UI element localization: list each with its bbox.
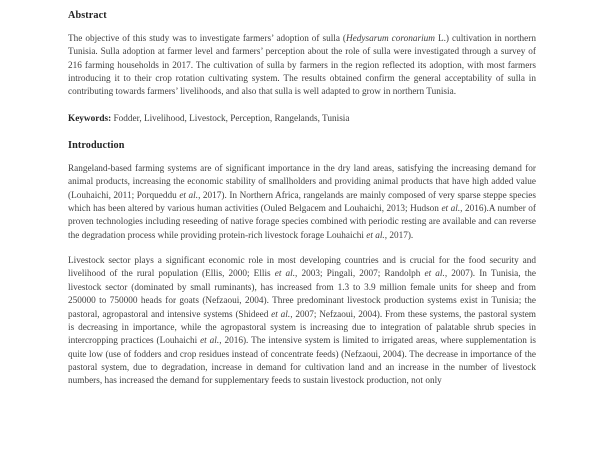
introduction-paragraph-2	[68, 255, 536, 388]
intro-p2-etal-4: et al.	[200, 336, 220, 347]
intro-p2-part-3: , 2007). In Tunisia, the livestock sector (dominated by small ruminants), has increased from 1.3 to 3.9 million female units for sheep and from 250000 to 750000 heads for goats (Nefzaoui, 2004). Three predominant livestock production systems exist in Tunisia; the pastoral, agropastoral and intensive systems (Shideed	[68, 269, 537, 320]
intro-p1-etal-3: et al.	[366, 230, 385, 241]
intro-p2-etal-1: et al.	[274, 269, 296, 280]
intro-p2-part-4: , 2007; Nefzaoui, 2004). From these systems, the pastoral system is decreasing in importance, while the agropastoral system is increasing due to integration of palatable shrub species in intercropping practices (Louhaichi	[68, 309, 536, 347]
intro-p2-etal-3: et al.	[271, 309, 291, 320]
intro-p1-part-3: , 2016).A number of proven technologies including reseeding of native forage species combined with periodic resting are available and can reverse the degradation process while providing protein-rich livestock forage Louhaichi	[68, 204, 537, 241]
abstract-body	[68, 33, 536, 100]
intro-p1-part-2: , 2017). In Northern Africa, rangelands are mainly composed of very sparse steppe species which has been altered by various human activities (Ouled Belgacem and Louhaichi, 2013; Hudson	[68, 190, 536, 215]
intro-p2-part-1: Livestock sector plays a significant economic role in most developing countries and is crucial for the food security and livelihood of the rural population (Ellis, 2000; Ellis	[68, 256, 536, 280]
keywords-line	[68, 113, 536, 126]
keywords-label: Keywords:	[68, 113, 112, 124]
species-name-italic: Hedysarum coronarium	[346, 34, 435, 44]
intro-p1-part-4: , 2017).	[384, 230, 414, 241]
intro-p1-part-1: Rangeland-based farming systems are of significant importance in the dry land areas, satisfying the increasing demand for animal products, increasing the economic stability of smallholders and providing animal products that have high added value (Louhaichi, 2011; Porqueddu	[68, 164, 536, 201]
introduction-heading: Introduction	[68, 140, 125, 152]
intro-p2-etal-2: et al.	[424, 269, 445, 280]
intro-p2-part-2: , 2003; Pingali, 2007; Randolph	[295, 269, 425, 280]
intro-p1-etal-1: et al.	[179, 190, 199, 201]
spacer	[68, 21, 536, 33]
spacer	[68, 151, 536, 163]
introduction-paragraph-1	[68, 163, 536, 243]
document-content-column	[68, 10, 536, 389]
keywords-values: Fodder, Livelihood, Livestock, Perception, Rangelands, Tunisia	[111, 113, 350, 124]
spacer	[68, 100, 536, 113]
spacer	[68, 243, 536, 255]
abstract-heading: Abstract	[68, 10, 107, 21]
abstract-body-part-1: The objective of this study was to investigate farmers’ adoption of sulla (	[68, 34, 346, 44]
intro-p2-part-5: , 2016). The intensive system is limited to irrigated areas, where supplementation is quite low (use of fodders and crop residues instead of concentrate feeds) (Nefzaoui, 2004). The decrease in importance of the pastoral system, due to degradation, increase in demand for cultivation land and an increase in the number of livestock numbers, has increased the demand for supplementary feeds to sustain livestock production, not only	[68, 336, 536, 387]
spacer	[68, 126, 536, 140]
intro-p1-etal-2: et al.	[441, 204, 461, 215]
abstract-body-part-2: L.) cultivation in northern Tunisia. Sulla adoption at farmer level and farmers’ perception about the role of sulla were investigated through a survey of 216 farming households in 2017. The cultivation of sulla by farmers in the region reflected its adoption, with most farmers introducing it to their crop rotation cultivating system. The results obtained confirm the general acceptability of sulla in contributing towards farmers’ livelihoods, and also that sulla is well adapted to grow in northern Tunisia.	[68, 34, 536, 98]
running-header	[0, 0, 600, 4]
